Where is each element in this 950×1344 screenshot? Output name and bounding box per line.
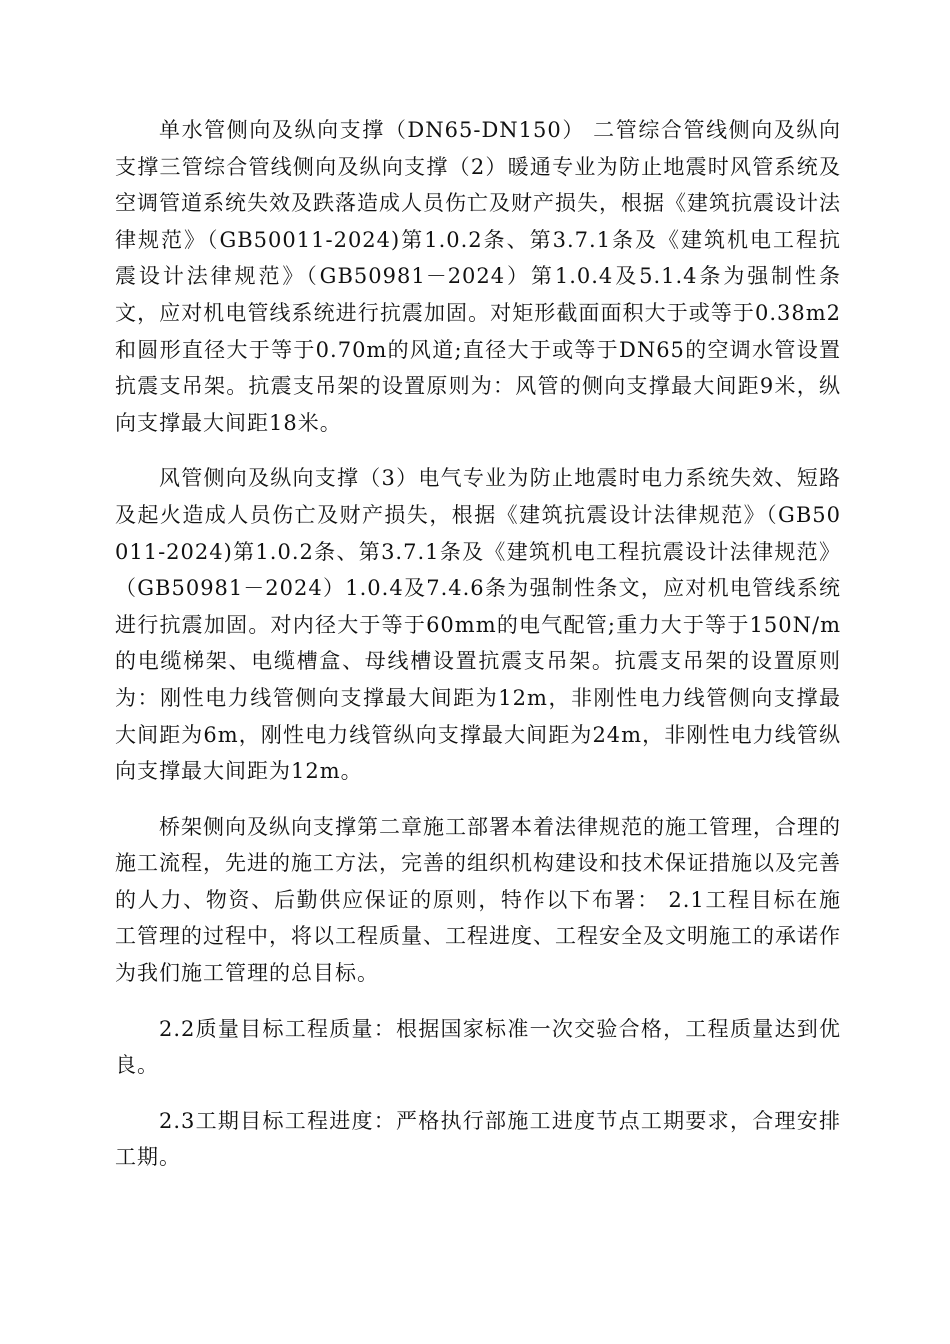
paragraph-construction-deployment: 桥架侧向及纵向支撑第二章施工部署本着法律规范的施工管理，合理的施工流程，先进的施工方法，完善的组织机构建设和技术保证措施以及完善的人力、物资、后勤供应保证的原则，特作以下布署： 2.1工程目标在施工管理的过程中，将以工程质量、工程进度、工程安全及文明施工的承诺作为我们施工管理的总目标。 [115,814,841,986]
paragraph-water-pipe-bracing: 单水管侧向及纵向支撑（DN65-DN150） 二管综合管线侧向及纵向支撑三管综合管线侧向及纵向支撑（2）暖通专业为防止地震时风管系统及空调管道系统失效及跌落造成人员伤亡及财产损失，根据《建筑抗震设计法律规范》（GB50011-2024)第1.0.2条、第3.7.1条及《建筑机电工程抗震设计法律规范》（GB50981－2024）第1.0.4及5.1.4条为强制性条文，应对机电管线系统进行抗震加固。对矩形截面面积大于或等于0.38m2和圆形直径大于等于0.70m的风道;直径大于或等于DN65的空调水管设置抗震支吊架。抗震支吊架的设置原则为：风管的侧向支撑最大间距9米，纵向支撑最大间距18米。 [115,118,841,435]
paragraph-quality-target: 2.2质量目标工程质量：根据国家标准一次交验合格，工程质量达到优良。 [115,1016,841,1078]
paragraph-schedule-target: 2.3工期目标工程进度：严格执行部施工进度节点工期要求，合理安排工期。 [115,1108,841,1170]
document-body [115,112,841,1176]
paragraph-electrical-bracing: 风管侧向及纵向支撑（3）电气专业为防止地震时电力系统失效、短路及起火造成人员伤亡及财产损失，根据《建筑抗震设计法律规范》（GB50011-2024)第1.0.2条、第3.7.1条及《建筑机电工程抗震设计法律规范》（GB50981－2024）1.0.4及7.4.6条为强制性条文，应对机电管线系统进行抗震加固。对内径大于等于60mm的电气配管;重力大于等于150N/m的电缆梯架、电缆槽盒、母线槽设置抗震支吊架。抗震支吊架的设置原则为：刚性电力线管侧向支撑最大间距为12m，非刚性电力线管侧向支撑最大间距为6m，刚性电力线管纵向支撑最大间距为24m，非刚性电力线管纵向支撑最大间距为12m。 [115,466,841,784]
